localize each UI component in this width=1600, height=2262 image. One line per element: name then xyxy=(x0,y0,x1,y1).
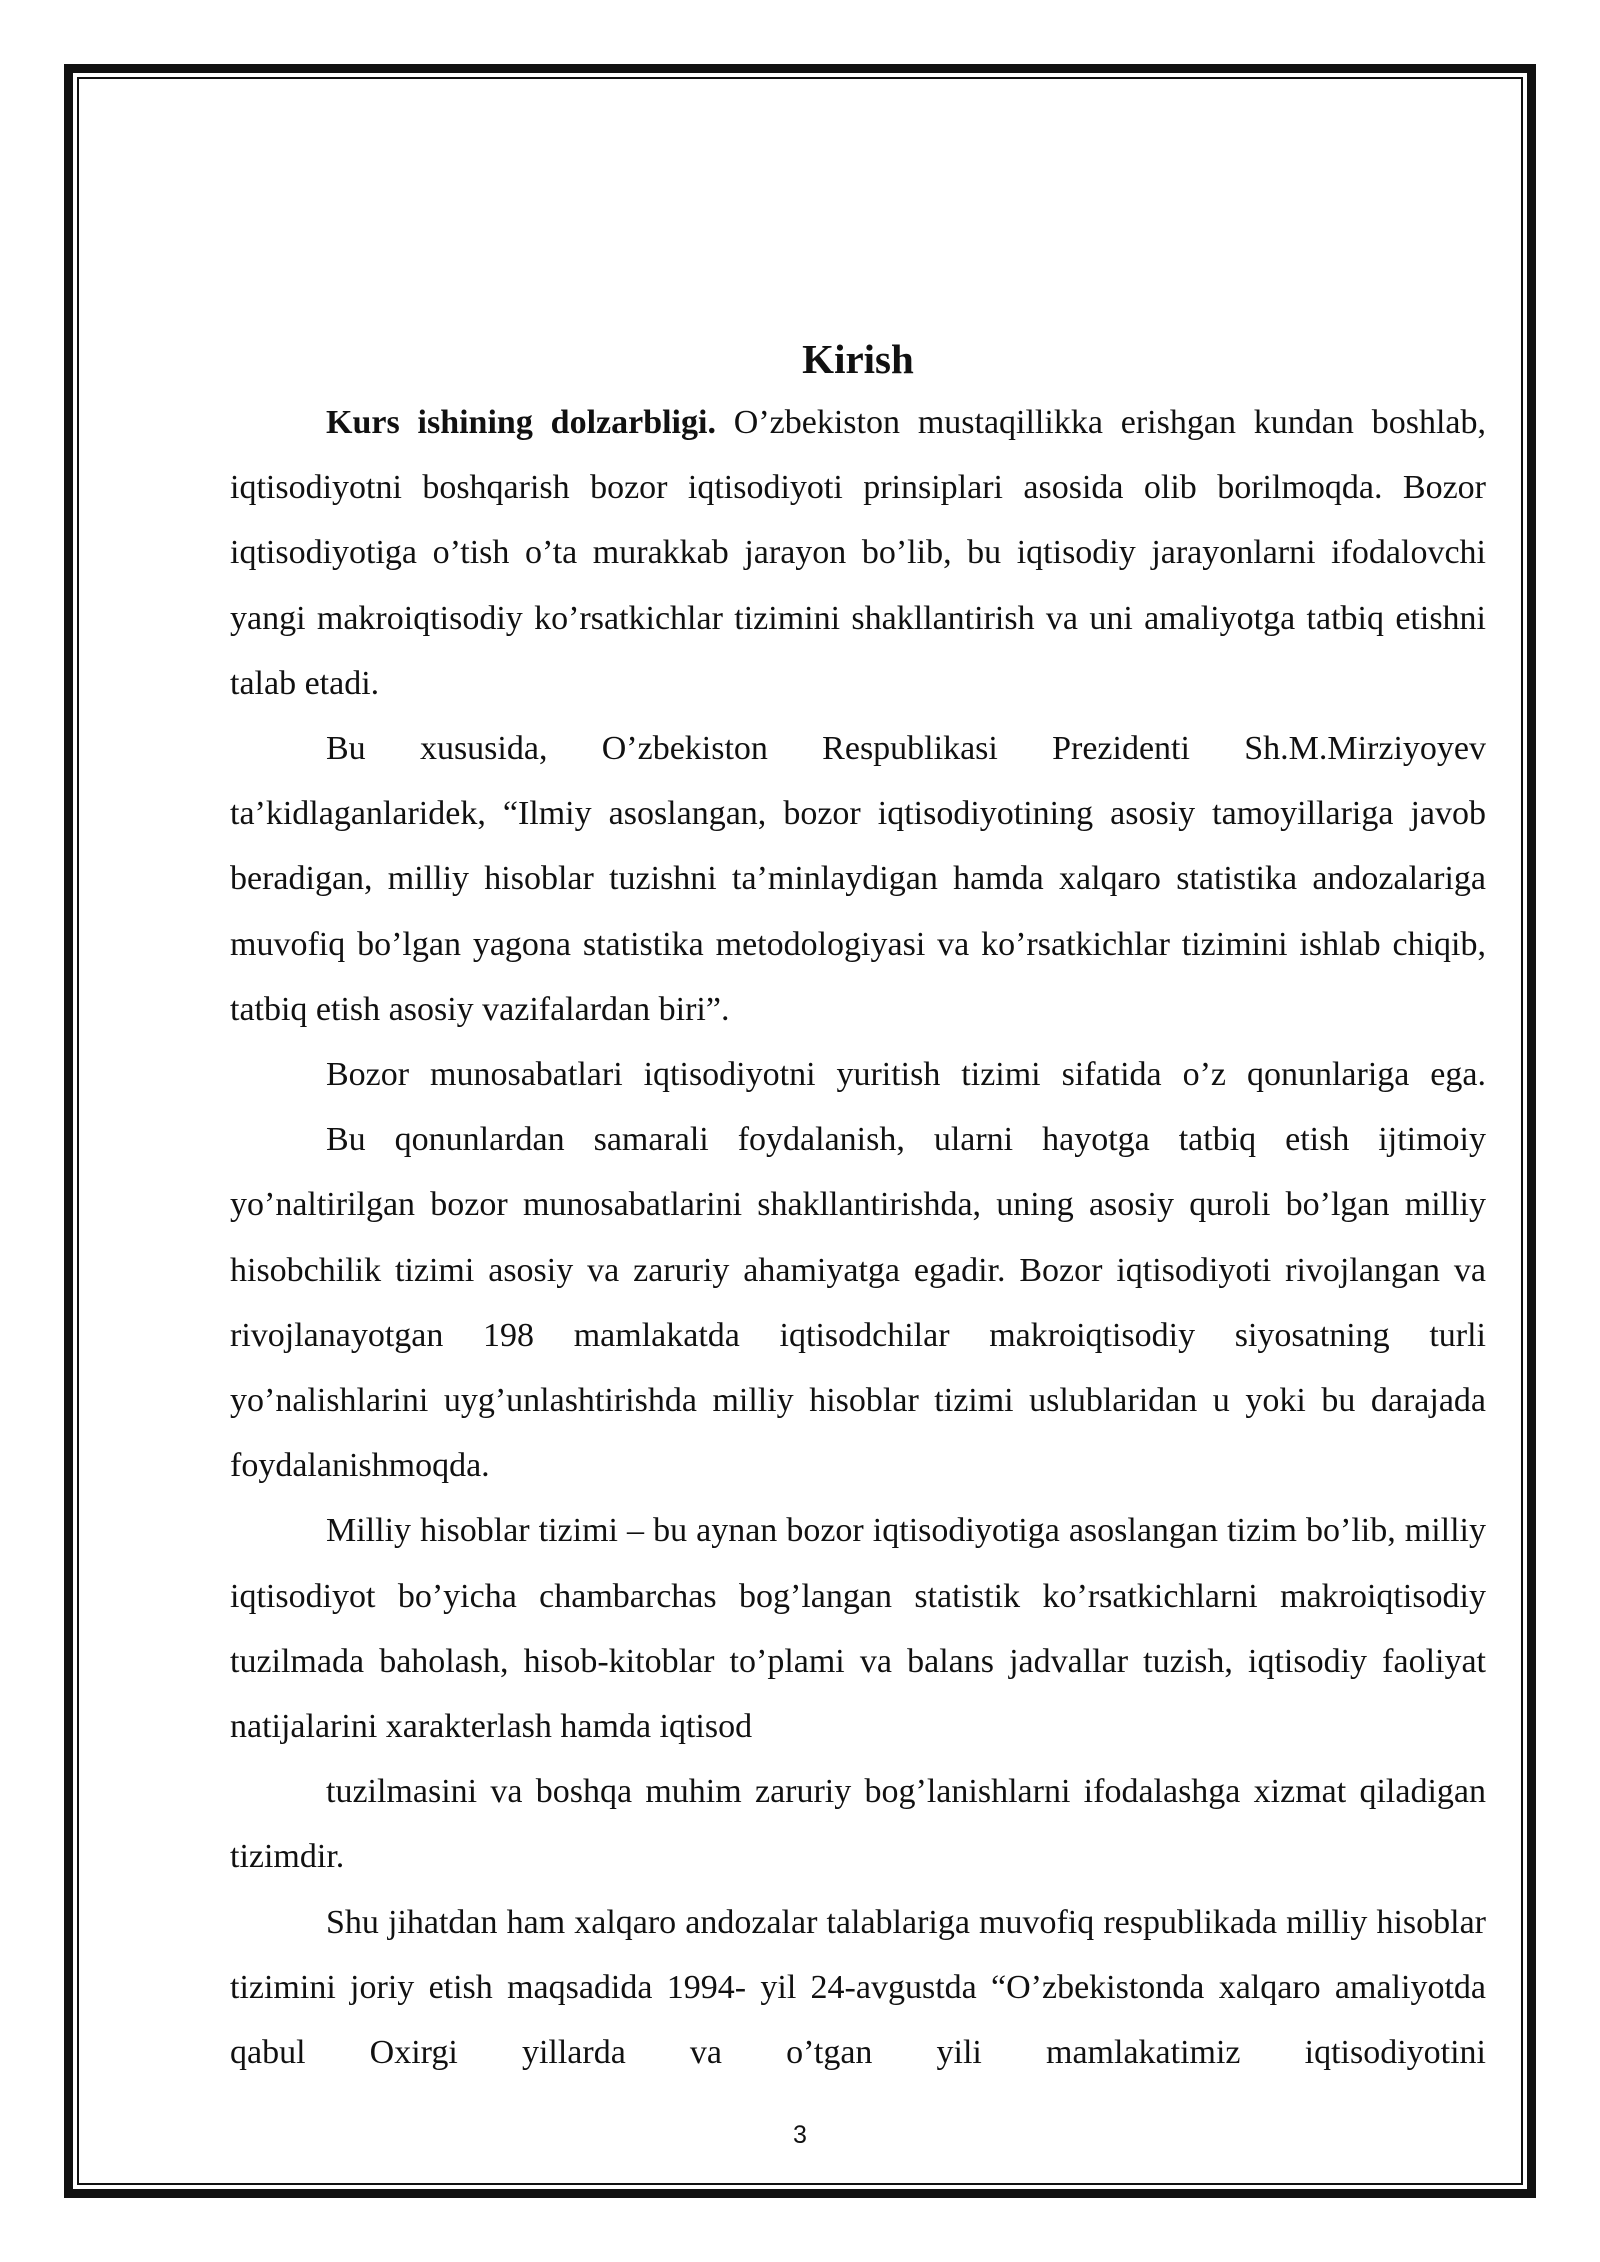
page-number: 3 xyxy=(793,2121,807,2149)
paragraph-text: Bu qonunlardan samarali foydalanish, ularni hayotga tatbiq etish ijtimoiy yo’naltirilgan bozor munosabatlarini shakllantirishda, uning asosiy quroli bo’lgan milliy hisobchilik tizimi asosiy va zaruriy ahamiyatga egadir. Bozor iqtisodiyoti rivojlangan va rivojlanayotgan 198 mamlakatda iqtisodchilar makroiqtisodiy siyosatning turli yo’nalishlarini uyg’unlashtirishda milliy hisoblar tizimi uslublaridan u yoki bu darajada foydalanishmoqda. xyxy=(230,1121,1486,1485)
paragraph-text: Bozor munosabatlari iqtisodiyotni yuritish tizimi sifatida o’z qonunlariga ega. xyxy=(326,1056,1486,1094)
paragraph-president-quote xyxy=(230,716,1486,1042)
paragraph-national-accounts-continued xyxy=(230,1759,1486,1889)
paragraph-national-accounts-definition xyxy=(230,1498,1486,1759)
paragraph-text: tuzilmasini va boshqa muhim zaruriy bog’lanishlarni ifodalashga xizmat qiladigan tizimdir. xyxy=(230,1773,1486,1876)
paragraph-text: Bu xususida, O’zbekiston Respublikasi Prezidenti Sh.M.Mirziyoyev ta’kidlaganlaridek, “Ilmiy asoslangan, bozor iqtisodiyotining asosiy tamoyillariga javob beradigan, milliy hisoblar tuzishni ta’minlaydigan hamda xalqaro statistika andozalariga muvofiq bo’lgan yagona statistika metodologiyasi va ko’rsatkichlar tizimini ishlab chiqib, tatbiq etish asosiy vazifalardan biri”. xyxy=(230,730,1486,1028)
paragraph-lead-heading: Kurs ishining dolzarbligi. xyxy=(326,404,716,441)
paragraph-text: O’zbekiston mustaqillikka erishgan kundan boshlab, iqtisodiyotni boshqarish bozor iqtisodiyoti prinsiplari asosida olib borilmoqda. Bozor iqtisodiyotiga o’tish o’ta murakkab jarayon bo’lib, bu iqtisodiy jarayonlarni ifodalovchi yangi makroiqtisodiy ko’rsatkichlar tizimini shakllantirish va uni amaliyotga tatbiq etishni talab etadi. xyxy=(230,404,1486,702)
paragraph-text: Shu jihatdan ham xalqaro andozalar talablariga muvofiq respublikada milliy hisoblar tizimini joriy etish maqsadida 1994- yil 24-avgustda “O’zbekistonda xalqaro amaliyotda qabul Oxirgi yillarda va o’tgan yili mamlakatimiz iqtisodiyotini xyxy=(230,1903,1486,2072)
paragraph-market-relations xyxy=(230,1042,1486,1107)
paragraph-international-standards xyxy=(230,1890,1486,2086)
paragraph-laws-usage xyxy=(230,1107,1486,1498)
paragraph-relevance xyxy=(230,390,1486,716)
page-content xyxy=(230,328,1486,2085)
paragraph-text: Milliy hisoblar tizimi – bu aynan bozor iqtisodiyotiga asoslangan tizim bo’lib, milliy iqtisodiyot bo’yicha chambarchas bog’langan statistik ko’rsatkichlarni makroiqtisodiy tuzilmada baholash, hisob-kitoblar to’plami va balans jadvallar tuzish, iqtisodiy faoliyat natijalarini xarakterlash hamda iqtisod xyxy=(230,1512,1486,1746)
page-title: Kirish xyxy=(802,336,914,382)
